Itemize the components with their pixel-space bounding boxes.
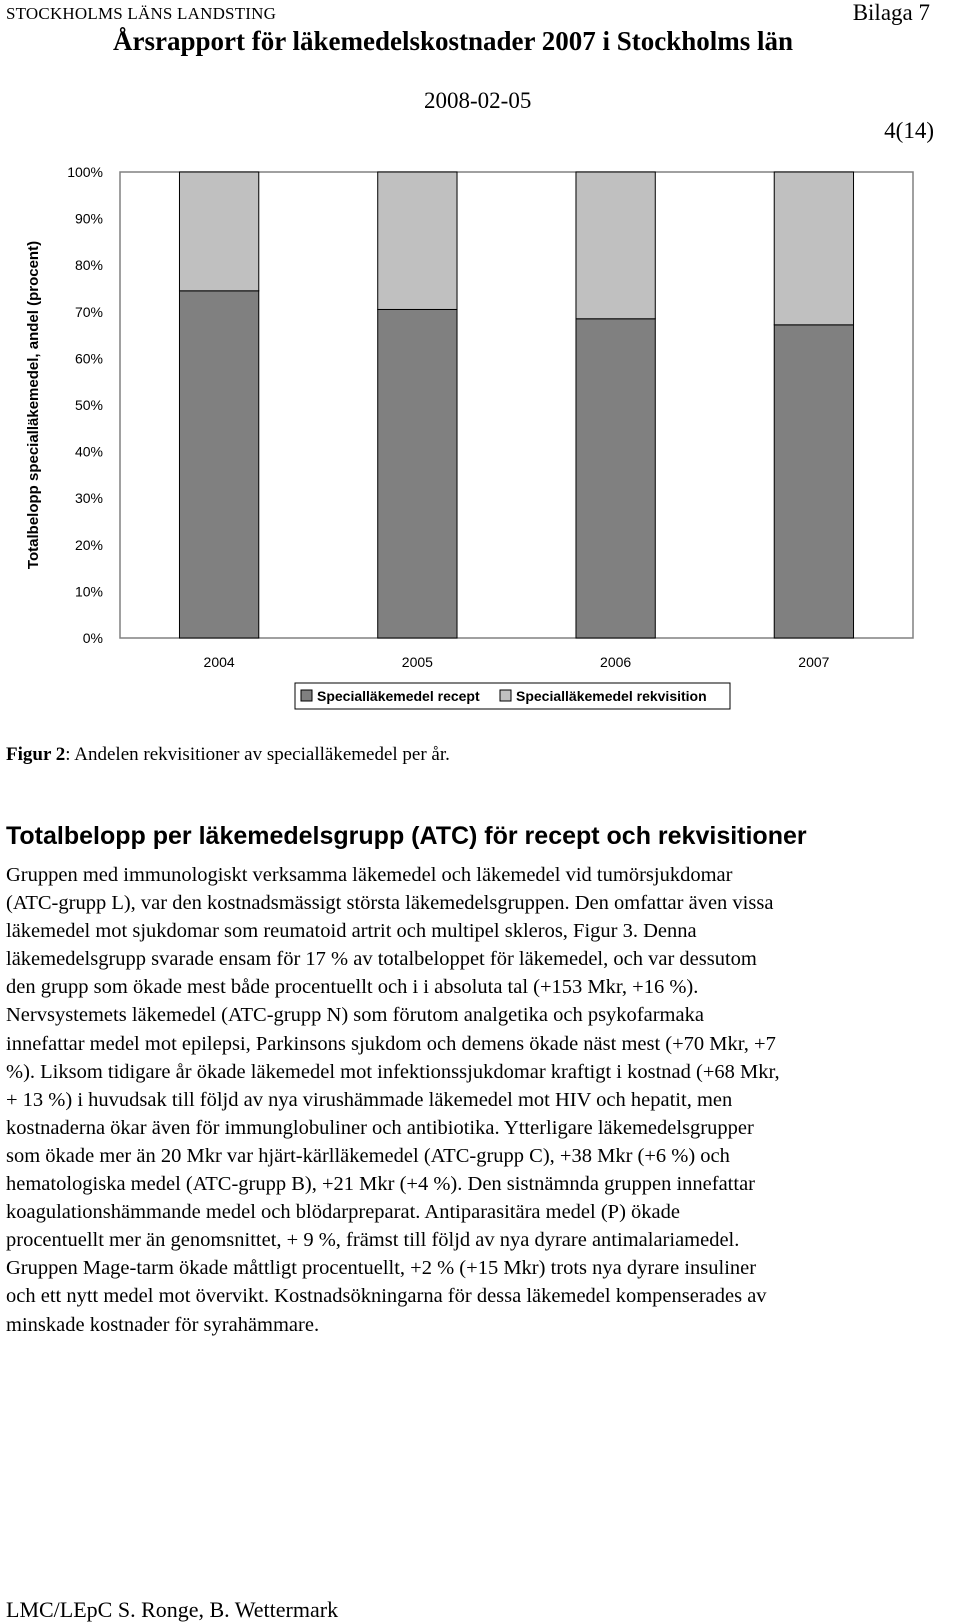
report-title: Årsrapport för läkemedelskostnader 2007 i Stockholms län (113, 26, 794, 56)
y-tick-label: 10% (74, 583, 103, 600)
legend-swatch (500, 690, 511, 701)
footer-authors: LMC/LEpC S. Ronge, B. Wettermark (6, 1597, 339, 1622)
y-tick-label: 40% (74, 443, 103, 460)
bar-segment-recept (576, 319, 655, 638)
y-tick-label: 80% (74, 257, 103, 274)
figure-label: Figur 2 (6, 744, 66, 765)
y-axis-ticks (67, 164, 103, 646)
bar-segment-recept (179, 291, 258, 638)
body-line: Nervsystemets läkemedel (ATC-grupp N) som förutom analgetika och psykofarmaka (6, 1004, 704, 1027)
body-line: den grupp som ökade mest både procentuellt och i i absoluta tal (+153 Mkr, +16 %). (6, 976, 699, 999)
legend-label: Specialläkemedel recept (317, 688, 480, 704)
figure-caption (6, 744, 450, 766)
section-body (6, 861, 950, 1339)
figure-caption-text: : Andelen rekvisitioner av specialläkemedel per år. (65, 744, 450, 765)
y-tick-label: 90% (74, 210, 103, 227)
legend-swatch (301, 690, 312, 701)
y-tick-label: 70% (74, 303, 103, 320)
bar-segment-rekvisition (774, 172, 853, 325)
bar-segment-rekvisition (378, 172, 457, 309)
x-tick-label: 2006 (600, 654, 632, 670)
chart-legend (295, 683, 730, 709)
body-line: läkemedelsgrupp svarade ensam för 17 % av totalbeloppet för läkemedel, och var dessutom (6, 948, 757, 971)
organization-name: STOCKHOLMS LÄNS LANDSTING (6, 4, 277, 23)
report-date: 2008-02-05 (424, 88, 532, 113)
y-tick-label: 100% (67, 164, 103, 180)
body-line: (ATC-grupp L), var den kostnadsmässigt största läkemedelsgruppen. Den omfattar även vissa (6, 892, 774, 915)
body-line: procentuellt mer än genomsnittet, + 9 %, främst till följd av nya dyrare antimalariamedel. (6, 1229, 740, 1252)
body-line: och ett nytt medel mot övervikt. Kostnadsökningarna för dessa läkemedel kompenserades av (6, 1285, 767, 1308)
body-line: kostnaderna ökar även för immunglobuliner och antibiotika. Ytterligare läkemedelsgrupper (6, 1116, 754, 1139)
section-heading: Totalbelopp per läkemedelsgrupp (ATC) för recept och rekvisitioner (6, 822, 807, 850)
body-line: Gruppen med immunologiskt verksamma läkemedel och läkemedel vid tumörsjukdomar (6, 864, 733, 886)
x-axis-ticks (204, 654, 830, 670)
bar-segment-recept (378, 309, 457, 638)
x-tick-label: 2005 (401, 654, 433, 670)
body-line: + 13 %) i huvudsak till följd av nya virushämmade läkemedel mot HIV och hepatit, men (6, 1088, 733, 1111)
bar-segment-recept (774, 325, 853, 638)
body-line: koagulationshämmande medel och blödarpreparat. Antiparasitära medel (P) ökade (6, 1201, 680, 1224)
x-tick-label: 2004 (203, 654, 235, 670)
body-line: hematologiska medel (ATC-grupp B), +21 Mkr (+4 %). Den sistnämnda gruppen innefattar (6, 1173, 755, 1196)
body-line: som ökade mer än 20 Mkr var hjärt-kärlläkemedel (ATC-grupp C), +38 Mkr (+6 %) och (6, 1144, 730, 1167)
body-line: Gruppen Mage-tarm ökade måttligt procentuellt, +2 % (+15 Mkr) trots nya dyrare insuliner (6, 1257, 757, 1280)
y-tick-label: 0% (82, 630, 103, 646)
x-tick-label: 2007 (798, 654, 830, 670)
body-line: %). Liksom tidigare år ökade läkemedel mot infektionssjukdomar kraftigt i kostnad (+68 Mkr, (6, 1060, 780, 1083)
y-axis-label: Totalbelopp specialläkemedel, andel (procent) (25, 240, 42, 570)
body-line: innefattar medel mot epilepsi, Parkinsons sjukdom och demens ökade näst mest (+70 Mkr, +7 (6, 1032, 776, 1055)
stacked-bar-chart (0, 160, 960, 740)
y-tick-label: 50% (74, 397, 103, 413)
bar-segment-rekvisition (179, 172, 258, 291)
legend-label: Specialläkemedel rekvisition (516, 688, 707, 704)
bar-segment-rekvisition (576, 172, 655, 319)
body-line: minskade kostnader för syrahämmare. (6, 1313, 320, 1336)
y-tick-label: 60% (74, 350, 103, 367)
body-line: läkemedel mot sjukdomar som reumatoid artrit och multipel skleros, Figur 3. Denna (6, 920, 697, 943)
y-tick-label: 30% (74, 490, 103, 507)
y-tick-label: 20% (74, 536, 103, 553)
appendix-label: Bilaga 7 (852, 0, 930, 25)
page-number: 4(14) (884, 118, 934, 143)
